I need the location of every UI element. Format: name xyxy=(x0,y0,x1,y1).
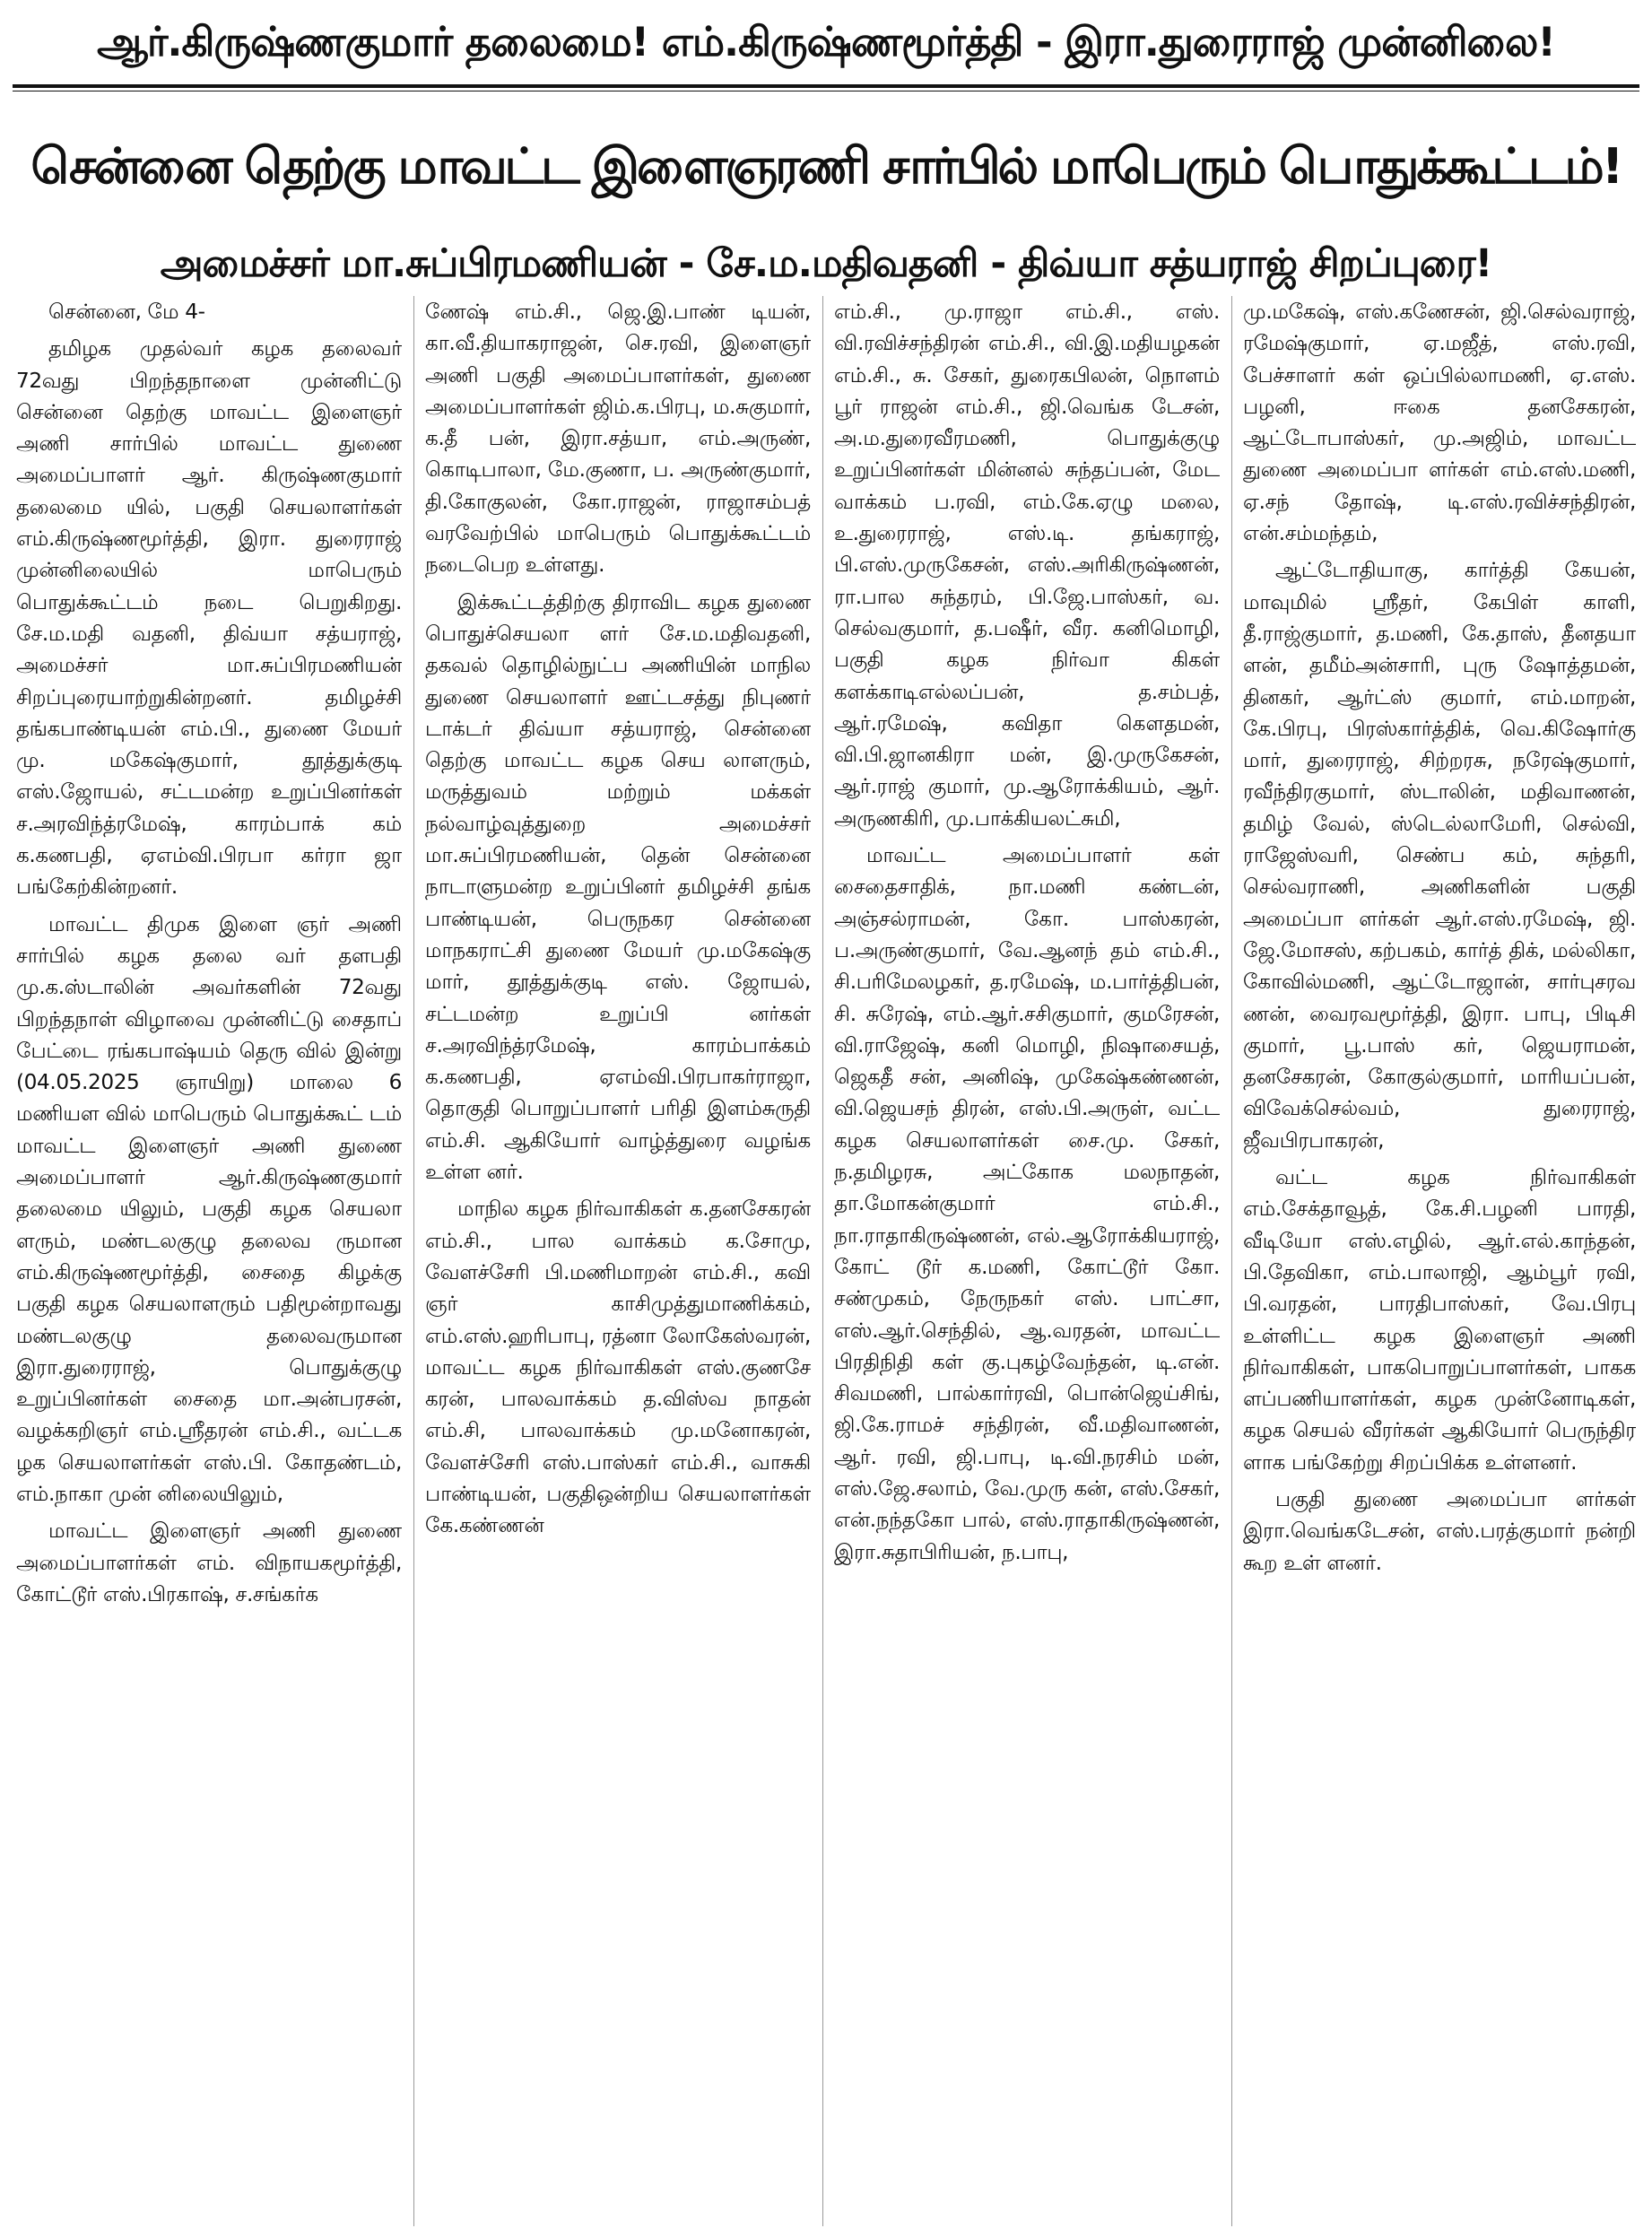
paragraph: வட்ட கழக நிர்வாகிகள் எம்.சேக்தாவூத், கே.சி.பழனி பாரதி, வீடியோ எஸ்.எழில், ஆர்.எல்.காந்தன், பி.தேவிகா, எம்.பாலாஜி, ஆம்பூர் ரவி, பி.வரதன், பாரதிபாஸ்கர், வே.பிரபு உள்ளிட்ட கழக இளைஞர் அணி நிர்வாகிகள், பாகபொறுப்பாளர்கள், பாகக ளப்பணியாளர்கள், கழக முன்னோடிகள், கழக செயல் வீரர்கள் ஆகியோர் பெருந்திர ளாக பங்கேற்று சிறப்பிக்க உள்ளனர். xyxy=(1243,1165,1636,1475)
column-2 xyxy=(425,296,811,2226)
paragraph: தமிழக முதல்வர் கழக தலைவர் 72வது பிறந்தநாளை முன்னிட்டு சென்னை தெற்கு மாவட்ட இளைஞர் அணி சார்பில் மாவட்ட துணை அமைப்பாளர் ஆர். கிருஷ்ணகுமார் தலைமை யில், பகுதி செயலாளர்கள் எம்.கிருஷ்ணமூர்த்தி, இரா. துரைராஜ் முன்னிலையில் மாபெரும் பொதுக்கூட்டம் நடை பெறுகிறது. சே.ம.மதி வதனி, திவ்யா சத்யராஜ், அமைச்சர் மா.சுப்பிரமணியன் சிறப்புரையாற்றுகின்றனர். தமிழச்சி தங்கபாண்டியன் எம்.பி., துணை மேயர் மு. மகேஷ்குமார், தூத்துக்குடி எஸ்.ஜோயல், சட்டமன்ற உறுப்பினர்கள் ச.அரவிந்த்ரமேஷ், காரம்பாக் கம் க.கணபதி, ஏஎம்வி.பிரபா கர்ரா ஜா பங்கேற்கின்றனர். xyxy=(16,336,402,900)
dateline: சென்னை, மே 4- xyxy=(48,300,205,324)
column-3 xyxy=(834,296,1220,2226)
paragraph: மாவட்ட திமுக இளை ஞர் அணி சார்பில் கழக தலை வர் தளபதி மு.க.ஸ்டாலின் அவர்களின் 72வது பிறந்தநாள் விழாவை முன்னிட்டு சைதாப் பேட்டை ரங்கபாஷ்யம் தெரு வில் இன்று (04.05.2025 ஞாயிறு) மாலை 6 மணியள வில் மாபெரும் பொதுக்கூட் டம் மாவட்ட இளைஞர் அணி துணை அமைப்பாளர் ஆர்.கிருஷ்ணகுமார் தலைமை யிலும், பகுதி கழக செயலா ளரும், மண்டலகுழு தலைவ ருமான எம்.கிருஷ்ணமூர்த்தி, சைதை கிழக்கு பகுதி கழக செயலாளரும் பதிமூன்றாவது மண்டலகுழு தலைவருமான இரா.துரைராஜ், பொதுக்குழு உறுப்பினர்கள் சைதை மா.அன்பரசன், வழக்கறிஞர் எம்.ஸ்ரீதரன் எம்.சி., வட்டக ழக செயலாளர்கள் எஸ்.பி. கோதண்டம், எம்.நாகா முன் னிலையிலும், xyxy=(16,911,402,1506)
article-body xyxy=(16,296,1636,2226)
paragraph: எம்.சி., மு.ராஜா எம்.சி., எஸ். வி.ரவிச்சந்திரன் எம்.சி., வி.இ.மதியழகன் எம்.சி., சு. சேகர், துரைகபிலன், நொளம் பூர் ராஜன் எம்.சி., ஜி.வெங்க டேசன், அ.ம.துரைவீரமணி, பொதுக்குழு உறுப்பினர்கள் மின்னல் சுந்தப்பன், மேட வாக்கம் ப.ரவி, எம்.கே.ஏழு மலை, உ.துரைராஜ், எஸ்.டி. தங்கராஜ், பி.எஸ்.முருகேசன், எஸ்.அரிகிருஷ்ணன், ரா.பால சுந்தரம், பி.ஜே.பாஸ்கர், வ. செல்வகுமார், த.பஷீர், வீர. கனிமொழி, பகுதி கழக நிர்வா கிகள் களக்காடிஎல்லப்பன், த.சம்பத், ஆர்.ரமேஷ், கவிதா கௌதமன், வி.பி.ஜானகிரா மன், இ.முருகேசன், ஆர்.ராஜ் குமார், மு.ஆரோக்கியம், ஆர். அருணகிரி, மு.பாக்கியலட்சுமி, xyxy=(834,300,1220,831)
column-divider xyxy=(1231,296,1232,2226)
column-4 xyxy=(1243,296,1636,2226)
column-divider xyxy=(822,296,823,2226)
paragraph: இக்கூட்டத்திற்கு திராவிட கழக துணை பொதுச்செயலா ளர் சே.ம.மதிவதனி, தகவல் தொழில்நுட்ப அணியின் மாநில துணை செயலாளர் ஊட்டசத்து நிபுணர் டாக்டர் திவ்யா சத்யராஜ், சென்னை தெற்கு மாவட்ட கழக செய லாளரும், மருத்துவம் மற்றும் மக்கள் நல்வாழ்வுத்துறை அமைச்சர் மா.சுப்பிரமணியன், தென் சென்னை நாடாளுமன்ற உறுப்பினர் தமிழச்சி தங்க பாண்டியன், பெருநகர சென்னை மாநகராட்சி துணை மேயர் மு.மகேஷ்கு மார், தூத்துக்குடி எஸ். ஜோயல், சட்டமன்ற உறுப்பி னர்கள் ச.அரவிந்த்ரமேஷ், காரம்பாக்கம் க.கணபதி, ஏஎம்வி.பிரபாகர்ராஜா, தொகுதி பொறுப்பாளர் பரிதி இளம்சுருதி எம்.சி. ஆகியோர் வாழ்த்துரை வழங்க உள்ள னர். xyxy=(425,589,811,1185)
paragraph: ணேஷ் எம்.சி., ஜெ.இ.பாண் டியன், கா.வீ.தியாகராஜன், செ.ரவி, இளைஞர் அணி பகுதி அமைப்பாளர்கள், துணை அமைப்பாளர்கள் ஜிம்.க.பிரபு, ம.சுகுமார், க.தீ பன், இரா.சத்யா, எம்.அருண், கொடிபாலா, மே.குணா, ப. அருண்குமார், தி.கோகுலன், கோ.ராஜன், ராஜாசம்பத் வரவேற்பில் மாபெரும் பொதுக்கூட்டம் நடைபெற உள்ளது. xyxy=(425,300,811,578)
column-1 xyxy=(16,296,402,2226)
header-rule-thick xyxy=(13,84,1639,88)
headline: சென்னை தெற்கு மாவட்ட இளைஞரணி சார்பில் மாபெரும் பொதுக்கூட்டம்! xyxy=(30,137,1622,195)
paragraph: பகுதி துணை அமைப்பா ளர்கள் இரா.வெங்கடேசன், எஸ்.பரத்குமார் நன்றி கூற உள் ளனர். xyxy=(1243,1486,1636,1575)
column-divider xyxy=(413,296,414,2226)
paragraph: மாவட்ட இளைஞர் அணி துணை அமைப்பாளர்கள் எம். விநாயகமூர்த்தி, கோட்டூர் எஸ்.பிரகாஷ், ச.சங்கர்க xyxy=(16,1519,402,1606)
kicker-line: ஆர்.கிருஷ்ணகுமார் தலைமை! எம்.கிருஷ்ணமூர்த்தி - இரா.துரைராஜ் முன்னிலை! xyxy=(97,18,1555,65)
subheadline: அமைச்சர் மா.சுப்பிரமணியன் - சே.ம.மதிவதனி - திவ்யா சத்யராஜ் சிறப்புரை! xyxy=(160,241,1492,286)
paragraph: மாநில கழக நிர்வாகிகள் க.தனசேகரன் எம்.சி., பால வாக்கம் க.சோமு, வேளச்சேரி பி.மணிமாறன் எம்.சி., கவி ஞர் காசிமுத்துமாணிக்கம், எம்.எஸ்.ஹரிபாபு, ரத்னா லோகேஸ்வரன், மாவட்ட கழக நிர்வாகிகள் எஸ்.குணசே கரன், பாலவாக்கம் த.விஸ்வ நாதன் எம்.சி, பாலவாக்கம் மு.மனோகரன், வேளச்சேரி எஸ்.பாஸ்கர் எம்.சி., வாசுகி பாண்டியன், பகுதிஒன்றிய செயலாளர்கள் கே.கண்ணன் xyxy=(425,1197,811,1538)
paragraph: மு.மகேஷ், எஸ்.கணேசன், ஜி.செல்வராஜ், ரமேஷ்குமார், ஏ.மஜீத், எஸ்.ரவி, பேச்சாளர் கள் ஒப்பில்லாமணி, ஏ.எஸ். பழனி, ஈகை தனசேகரன், ஆட்டோபாஸ்கர், மு.அஜிம், மாவட்ட துணை அமைப்பா ளர்கள் எம்.எஸ்.மணி, ஏ.சந் தோஷ், டி.எஸ்.ரவிச்சந்திரன், என்.சம்மந்தம், xyxy=(1243,300,1636,546)
paragraph: ஆட்டோதியாகு, கார்த்தி கேயன், மாவுமில் ஸ்ரீதர், கேபிள் காளி, தீ.ராஜ்குமார், த.மணி, கே.தாஸ், தீனதயா ளன், தமீம்அன்சாரி, புரு ஷோத்தமன், தினகர், ஆர்ட்ஸ் குமார், எம்.மாறன், கே.பிரபு, பிரஸ்கார்த்திக், வெ.கிஷோர்கு மார், துரைராஜ், சிற்றரசு, நரேஷ்குமார், ரவீந்திரகுமார், ஸ்டாலின், மதிவாணன், தமிழ் வேல், ஸ்டெல்லாமேரி, செல்வி, ராஜேஸ்வரி, செண்ப கம், சுந்தரி, செல்வராணி, அணிகளின் பகுதி அமைப்பா ளர்கள் ஆர்.எஸ்.ரமேஷ், ஜி. ஜே.மோசஸ், கற்பகம், கார்த் திக், மல்லிகா, கோவில்மணி, ஆட்டோஜான், சார்புசரவ ணன், வைரவமூர்த்தி, இரா. பாபு, பிடிசி குமார், பூ.பாஸ் கர், ஜெயராமன், தனசேகரன், கோகுல்குமார், மாரியப்பன், விவேக்செல்வம், துரைராஜ், ஜீவபிரபாகரன், xyxy=(1243,558,1636,1153)
paragraph: மாவட்ட அமைப்பாளர் கள் சைதைசாதிக், நா.மணி கண்டன், அஞ்சல்ராமன், கோ. பாஸ்கரன், ப.அருண்குமார், வே.ஆனந் தம் எம்.சி., சி.பரிமேலழகர், த.ரமேஷ், ம.பார்த்திபன், சி. சுரேஷ், எம்.ஆர்.சசிகுமார், குமரேசன், வி.ராஜேஷ், கனி மொழி, நிஷாசையத், ஜெகதீ சன், அனிஷ், முகேஷ்கண்ணன், வி.ஜெயசந் திரன், எஸ்.பி.அருள், வட்ட கழக செயலாளர்கள் சை.மு. சேகர், ந.தமிழரசு, அட்கோக மலநாதன், தா.மோகன்குமார் எம்.சி., நா.ராதாகிருஷ்ணன், எல்.ஆரோக்கியராஜ், கோட் டூர் க.மணி, கோட்டூர் கோ. சண்முகம், நேருநகர் எஸ். பாட்சா, எஸ்.ஆர்.செந்தில், ஆ.வரதன், மாவட்ட பிரதிநிதி கள் கு.புகழ்வேந்தன், டி.என். சிவமணி, பால்கார்ரவி, பொன்ஜெய்சிங், ஜி.கே.ராமச் சந்திரன், வீ.மதிவாணன், ஆர். ரவி, ஜி.பாபு, டி.வி.நரசிம் மன், எஸ்.ஜே.சலாம், வே.முரு கன், எஸ்.சேகர், என்.நந்தகோ பால், எஸ்.ராதாகிருஷ்ணன், இரா.சுதாபிரியன், ந.பாபு, xyxy=(834,843,1220,1564)
